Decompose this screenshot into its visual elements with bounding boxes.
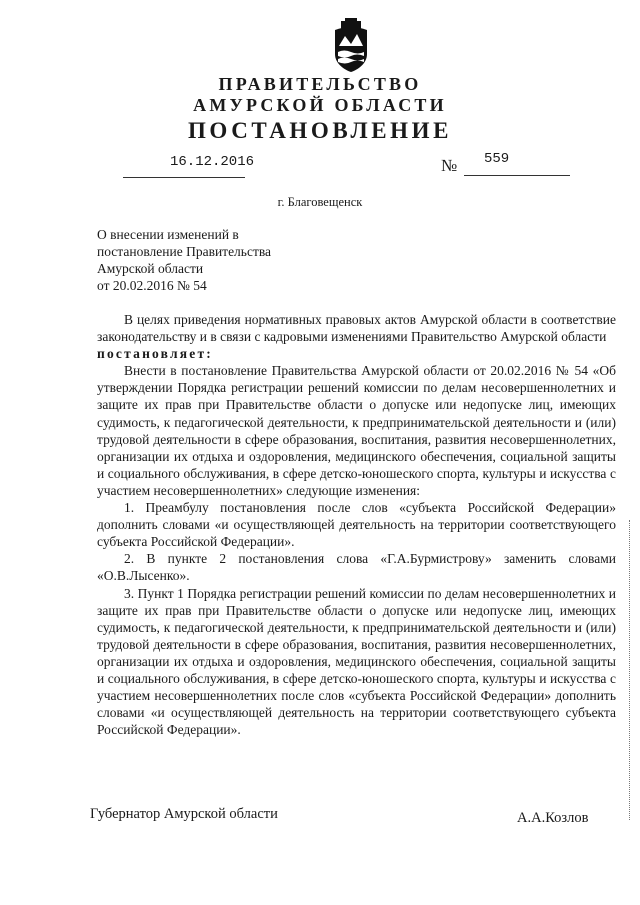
subject-line: от 20.02.2016 № 54 <box>97 278 207 293</box>
item-2-paragraph: 2. В пункте 2 постановления слова «Г.А.Бурмистрову» заменить словами «О.В.Лысенко». <box>97 551 616 584</box>
document-body <box>97 311 616 738</box>
subject-block <box>97 226 271 294</box>
number-underline <box>464 175 570 176</box>
subject-line: Амурской области <box>97 261 204 276</box>
item-3-paragraph: 3. Пункт 1 Порядка регистрации решений комиссии по делам несовершеннолетних и защите их прав при Правительстве области о допуске или недопуске лиц, имеющих судимость, к педагогической деятельности, к предпринимательской деятельности и (или) трудовой деятельности в сфере образования, воспитания, развития несовершеннолетних, организации их отдыха и оздоровления, медицинского обеспечения, социальной защиты и социального обслуживания, в сфере детско-юношеского спорта, культуры и искусства с участием несовершеннолетних после слов «субъекта Российской Федерации» дополнить словами «и осуществляющей деятельность на территории соответствующего субъекта Российской Федерации». <box>97 585 616 738</box>
decree-number: 559 <box>484 151 510 167</box>
header-government: ПРАВИТЕЛЬСТВО <box>218 74 422 94</box>
signatory-name: А.А.Козлов <box>517 810 589 826</box>
subject-line: постановление Правительства <box>97 244 272 259</box>
signatory-position: Губернатор Амурской области <box>90 806 278 822</box>
preamble-paragraph: В целях приведения нормативных правовых актов Амурской области в соответствие законодательству и в связи с кадровыми изменениями Правительство Амурской области <box>97 312 616 345</box>
intro-paragraph: Внести в постановление Правительства Амурской области от 20.02.2016 № 54 «Об утверждении Порядка регистрации решений комиссии по делам несовершеннолетних и защите их прав при Правительстве области о допуске или недопуске лиц, имеющих судимость, к педагогической деятельности, к предпринимательской деятельности и (или) трудовой деятельности в сфере образования, воспитания, развития несовершеннолетних, организации их отдыха и оздоровления, медицинского обеспечения, социальной защиты и социального обслуживания, в сфере детско-юношеского спорта, культуры и искусства с участием несовершеннолетних» следующие изменения: <box>97 363 616 498</box>
item-1-paragraph: 1. Преамбулу постановления после слов «субъекта Российской Федерации» дополнить словами «и осуществляющей деятельность на территории соответствующего субъекта Российской Федерации». <box>97 500 616 550</box>
date-underline <box>123 177 245 178</box>
scan-edge-mark <box>629 520 633 820</box>
city-line: г. Благовещенск <box>277 195 363 209</box>
header-region: АМУРСКОЙ ОБЛАСТИ <box>193 95 447 115</box>
decree-word: постановляет: <box>97 346 213 362</box>
coat-of-arms-icon <box>327 18 375 74</box>
document-type-title: ПОСТАНОВЛЕНИЕ <box>187 118 453 143</box>
decree-date: 16.12.2016 <box>170 154 255 170</box>
subject-line: О внесении изменений в <box>97 227 239 242</box>
number-label: № <box>441 156 458 175</box>
